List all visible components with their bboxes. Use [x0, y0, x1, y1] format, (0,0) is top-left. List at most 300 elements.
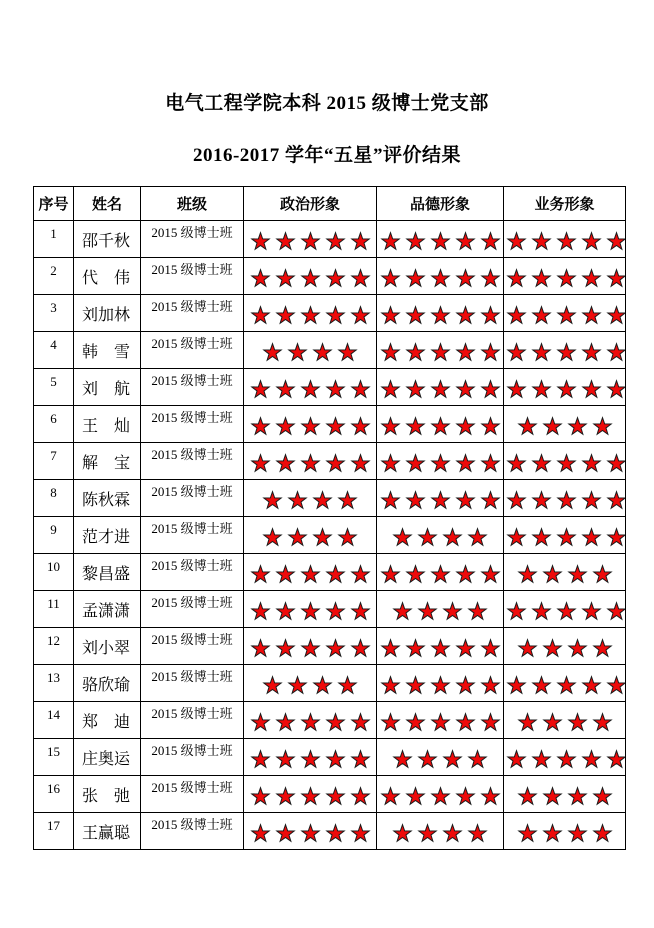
row-class: 2015 级博士班	[141, 480, 244, 517]
stars-business	[504, 517, 626, 554]
star-icon	[350, 379, 371, 399]
star-icon	[455, 490, 476, 510]
star-icon	[350, 231, 371, 251]
star-icon	[506, 675, 527, 695]
star-icon	[455, 416, 476, 436]
table-row	[34, 554, 626, 591]
star-icon	[275, 712, 296, 732]
stars-political	[244, 776, 377, 813]
table-row	[34, 813, 626, 850]
table-row	[34, 739, 626, 776]
table-row	[34, 517, 626, 554]
table-row	[34, 406, 626, 443]
stars-moral	[377, 480, 504, 517]
star-icon	[556, 490, 577, 510]
star-icon	[380, 638, 401, 658]
stars-moral	[377, 443, 504, 480]
star-icon	[455, 638, 476, 658]
stars-political	[244, 739, 377, 776]
star-icon	[312, 490, 333, 510]
star-icon	[606, 231, 626, 251]
star-icon	[592, 786, 613, 806]
star-icon	[430, 638, 451, 658]
row-class: 2015 级博士班	[141, 813, 244, 850]
star-icon	[506, 305, 527, 325]
star-icon	[380, 305, 401, 325]
row-class: 2015 级博士班	[141, 665, 244, 702]
stars-business	[504, 554, 626, 591]
star-icon	[312, 527, 333, 547]
star-icon	[392, 823, 413, 843]
stars-political	[244, 813, 377, 850]
star-icon	[380, 379, 401, 399]
star-icon	[300, 268, 321, 288]
star-icon	[581, 527, 602, 547]
star-icon	[275, 305, 296, 325]
table-row	[34, 591, 626, 628]
star-icon	[531, 601, 552, 621]
stars-moral	[377, 665, 504, 702]
star-icon	[250, 749, 271, 769]
stars-political	[244, 591, 377, 628]
row-no: 12	[34, 628, 74, 665]
star-icon	[405, 564, 426, 584]
star-icon	[350, 823, 371, 843]
star-icon	[455, 453, 476, 473]
star-icon	[531, 379, 552, 399]
star-icon	[506, 527, 527, 547]
star-icon	[556, 749, 577, 769]
table-row	[34, 443, 626, 480]
stars-moral	[377, 739, 504, 776]
star-icon	[556, 527, 577, 547]
star-icon	[567, 416, 588, 436]
stars-political	[244, 332, 377, 369]
star-icon	[300, 564, 321, 584]
table-body	[34, 221, 626, 850]
star-icon	[556, 342, 577, 362]
table-row	[34, 665, 626, 702]
star-icon	[517, 638, 538, 658]
row-class: 2015 级博士班	[141, 258, 244, 295]
row-name: 孟潇潇	[74, 591, 141, 628]
document-title-line1: 电气工程学院本科 2015 级博士党支部	[165, 93, 489, 114]
star-icon	[455, 712, 476, 732]
stars-political	[244, 258, 377, 295]
row-name: 刘加林	[74, 295, 141, 332]
star-icon	[350, 601, 371, 621]
stars-political	[244, 369, 377, 406]
star-icon	[250, 638, 271, 658]
star-icon	[567, 638, 588, 658]
star-icon	[300, 749, 321, 769]
stars-business	[504, 480, 626, 517]
row-class: 2015 级博士班	[141, 517, 244, 554]
star-icon	[592, 416, 613, 436]
star-icon	[542, 823, 563, 843]
table-row	[34, 258, 626, 295]
star-icon	[556, 601, 577, 621]
star-icon	[606, 490, 626, 510]
star-icon	[581, 675, 602, 695]
star-icon	[312, 342, 333, 362]
star-icon	[480, 564, 501, 584]
header-class: 班级	[141, 187, 244, 221]
row-name: 张 弛	[74, 776, 141, 813]
star-icon	[506, 268, 527, 288]
stars-political	[244, 221, 377, 258]
stars-moral	[377, 332, 504, 369]
star-icon	[275, 638, 296, 658]
star-icon	[480, 490, 501, 510]
stars-moral	[377, 221, 504, 258]
star-icon	[337, 675, 358, 695]
row-name: 黎昌盛	[74, 554, 141, 591]
star-icon	[506, 231, 527, 251]
stars-business	[504, 443, 626, 480]
star-icon	[312, 675, 333, 695]
star-icon	[517, 823, 538, 843]
star-icon	[430, 231, 451, 251]
star-icon	[581, 601, 602, 621]
row-no: 6	[34, 406, 74, 443]
star-icon	[556, 453, 577, 473]
star-icon	[405, 231, 426, 251]
star-icon	[392, 749, 413, 769]
star-icon	[430, 564, 451, 584]
star-icon	[350, 749, 371, 769]
star-icon	[405, 675, 426, 695]
star-icon	[350, 416, 371, 436]
star-icon	[442, 601, 463, 621]
row-name: 韩 雪	[74, 332, 141, 369]
star-icon	[417, 749, 438, 769]
stars-business	[504, 406, 626, 443]
star-icon	[350, 453, 371, 473]
star-icon	[250, 712, 271, 732]
row-name: 范才进	[74, 517, 141, 554]
stars-political	[244, 406, 377, 443]
table-row	[34, 776, 626, 813]
star-icon	[455, 231, 476, 251]
row-no: 17	[34, 813, 74, 850]
star-icon	[430, 305, 451, 325]
star-icon	[325, 712, 346, 732]
stars-business	[504, 776, 626, 813]
star-icon	[506, 453, 527, 473]
star-icon	[455, 379, 476, 399]
row-class: 2015 级博士班	[141, 221, 244, 258]
row-no: 14	[34, 702, 74, 739]
star-icon	[581, 268, 602, 288]
row-name: 王赢聪	[74, 813, 141, 850]
row-class: 2015 级博士班	[141, 332, 244, 369]
star-icon	[531, 527, 552, 547]
star-icon	[405, 453, 426, 473]
stars-moral	[377, 258, 504, 295]
star-icon	[405, 786, 426, 806]
star-icon	[542, 638, 563, 658]
star-icon	[531, 675, 552, 695]
header-moral: 品德形象	[377, 187, 504, 221]
star-icon	[380, 490, 401, 510]
star-icon	[592, 712, 613, 732]
row-no: 4	[34, 332, 74, 369]
star-icon	[275, 231, 296, 251]
row-no: 13	[34, 665, 74, 702]
star-icon	[300, 416, 321, 436]
star-icon	[405, 416, 426, 436]
row-name: 庄奥运	[74, 739, 141, 776]
star-icon	[542, 786, 563, 806]
star-icon	[581, 490, 602, 510]
star-icon	[517, 564, 538, 584]
star-icon	[531, 342, 552, 362]
star-icon	[480, 786, 501, 806]
star-icon	[480, 638, 501, 658]
rating-table	[33, 186, 626, 850]
stars-business	[504, 665, 626, 702]
star-icon	[455, 564, 476, 584]
star-icon	[556, 231, 577, 251]
star-icon	[300, 453, 321, 473]
row-no: 10	[34, 554, 74, 591]
star-icon	[405, 268, 426, 288]
star-icon	[567, 712, 588, 732]
star-icon	[380, 416, 401, 436]
star-icon	[606, 342, 626, 362]
star-icon	[556, 268, 577, 288]
row-name: 王 灿	[74, 406, 141, 443]
star-icon	[350, 786, 371, 806]
star-icon	[275, 823, 296, 843]
star-icon	[275, 416, 296, 436]
star-icon	[506, 379, 527, 399]
stars-business	[504, 258, 626, 295]
star-icon	[430, 268, 451, 288]
star-icon	[250, 305, 271, 325]
star-icon	[250, 786, 271, 806]
star-icon	[287, 342, 308, 362]
row-no: 9	[34, 517, 74, 554]
star-icon	[325, 268, 346, 288]
star-icon	[455, 305, 476, 325]
stars-moral	[377, 776, 504, 813]
star-icon	[531, 268, 552, 288]
star-icon	[275, 564, 296, 584]
star-icon	[606, 268, 626, 288]
stars-political	[244, 480, 377, 517]
star-icon	[350, 638, 371, 658]
star-icon	[300, 305, 321, 325]
star-icon	[531, 231, 552, 251]
star-icon	[300, 601, 321, 621]
row-class: 2015 级博士班	[141, 295, 244, 332]
star-icon	[250, 564, 271, 584]
row-no: 16	[34, 776, 74, 813]
star-icon	[380, 564, 401, 584]
star-icon	[517, 416, 538, 436]
star-icon	[480, 379, 501, 399]
stars-business	[504, 591, 626, 628]
star-icon	[250, 268, 271, 288]
row-no: 3	[34, 295, 74, 332]
star-icon	[350, 712, 371, 732]
star-icon	[380, 786, 401, 806]
row-no: 11	[34, 591, 74, 628]
stars-political	[244, 295, 377, 332]
star-icon	[392, 527, 413, 547]
stars-political	[244, 443, 377, 480]
star-icon	[592, 638, 613, 658]
stars-moral	[377, 369, 504, 406]
row-name: 代 伟	[74, 258, 141, 295]
star-icon	[442, 749, 463, 769]
star-icon	[455, 268, 476, 288]
table-row	[34, 369, 626, 406]
row-class: 2015 级博士班	[141, 443, 244, 480]
stars-political	[244, 517, 377, 554]
stars-moral	[377, 591, 504, 628]
star-icon	[250, 453, 271, 473]
stars-political	[244, 628, 377, 665]
row-name: 郑 迪	[74, 702, 141, 739]
star-icon	[262, 675, 283, 695]
row-class: 2015 级博士班	[141, 739, 244, 776]
star-icon	[606, 527, 626, 547]
star-icon	[556, 305, 577, 325]
header-row	[34, 187, 626, 221]
star-icon	[542, 564, 563, 584]
star-icon	[506, 490, 527, 510]
row-no: 1	[34, 221, 74, 258]
star-icon	[325, 823, 346, 843]
star-icon	[517, 712, 538, 732]
star-icon	[606, 305, 626, 325]
star-icon	[430, 416, 451, 436]
stars-business	[504, 813, 626, 850]
row-class: 2015 级博士班	[141, 591, 244, 628]
stars-moral	[377, 628, 504, 665]
stars-moral	[377, 813, 504, 850]
star-icon	[606, 453, 626, 473]
star-icon	[300, 638, 321, 658]
table-row	[34, 332, 626, 369]
star-icon	[417, 601, 438, 621]
star-icon	[606, 675, 626, 695]
star-icon	[380, 675, 401, 695]
star-icon	[430, 675, 451, 695]
star-icon	[506, 342, 527, 362]
star-icon	[606, 749, 626, 769]
row-class: 2015 级博士班	[141, 554, 244, 591]
star-icon	[325, 749, 346, 769]
row-class: 2015 级博士班	[141, 702, 244, 739]
header-business: 业务形象	[504, 187, 626, 221]
row-name: 骆欣瑜	[74, 665, 141, 702]
stars-political	[244, 702, 377, 739]
star-icon	[300, 786, 321, 806]
star-icon	[467, 823, 488, 843]
stars-business	[504, 221, 626, 258]
star-icon	[531, 453, 552, 473]
star-icon	[430, 786, 451, 806]
star-icon	[430, 453, 451, 473]
stars-political	[244, 554, 377, 591]
star-icon	[262, 490, 283, 510]
star-icon	[480, 231, 501, 251]
stars-business	[504, 369, 626, 406]
star-icon	[480, 675, 501, 695]
star-icon	[467, 527, 488, 547]
star-icon	[325, 638, 346, 658]
stars-moral	[377, 295, 504, 332]
table-row	[34, 295, 626, 332]
row-name: 刘 航	[74, 369, 141, 406]
star-icon	[275, 749, 296, 769]
stars-moral	[377, 554, 504, 591]
star-icon	[581, 379, 602, 399]
row-name: 解 宝	[74, 443, 141, 480]
star-icon	[275, 601, 296, 621]
star-icon	[337, 342, 358, 362]
row-no: 7	[34, 443, 74, 480]
star-icon	[250, 416, 271, 436]
star-icon	[606, 379, 626, 399]
star-icon	[287, 527, 308, 547]
star-icon	[325, 453, 346, 473]
star-icon	[480, 453, 501, 473]
stars-moral	[377, 517, 504, 554]
stars-business	[504, 295, 626, 332]
star-icon	[506, 749, 527, 769]
star-icon	[567, 786, 588, 806]
table-row	[34, 221, 626, 258]
star-icon	[592, 823, 613, 843]
star-icon	[405, 712, 426, 732]
row-no: 15	[34, 739, 74, 776]
header-political: 政治形象	[244, 187, 377, 221]
stars-moral	[377, 406, 504, 443]
star-icon	[567, 823, 588, 843]
star-icon	[506, 601, 527, 621]
star-icon	[430, 490, 451, 510]
star-icon	[300, 823, 321, 843]
star-icon	[542, 416, 563, 436]
star-icon	[337, 527, 358, 547]
star-icon	[531, 749, 552, 769]
star-icon	[250, 601, 271, 621]
document-title-line2: 2016-2017 学年“五星”评价结果	[192, 145, 462, 166]
row-no: 5	[34, 369, 74, 406]
row-name: 刘小翠	[74, 628, 141, 665]
star-icon	[380, 231, 401, 251]
header-name: 姓名	[74, 187, 141, 221]
star-icon	[592, 564, 613, 584]
star-icon	[405, 305, 426, 325]
star-icon	[380, 712, 401, 732]
star-icon	[442, 823, 463, 843]
star-icon	[556, 379, 577, 399]
star-icon	[430, 712, 451, 732]
star-icon	[325, 305, 346, 325]
star-icon	[287, 675, 308, 695]
star-icon	[380, 268, 401, 288]
star-icon	[581, 453, 602, 473]
star-icon	[517, 786, 538, 806]
row-no: 2	[34, 258, 74, 295]
star-icon	[405, 379, 426, 399]
